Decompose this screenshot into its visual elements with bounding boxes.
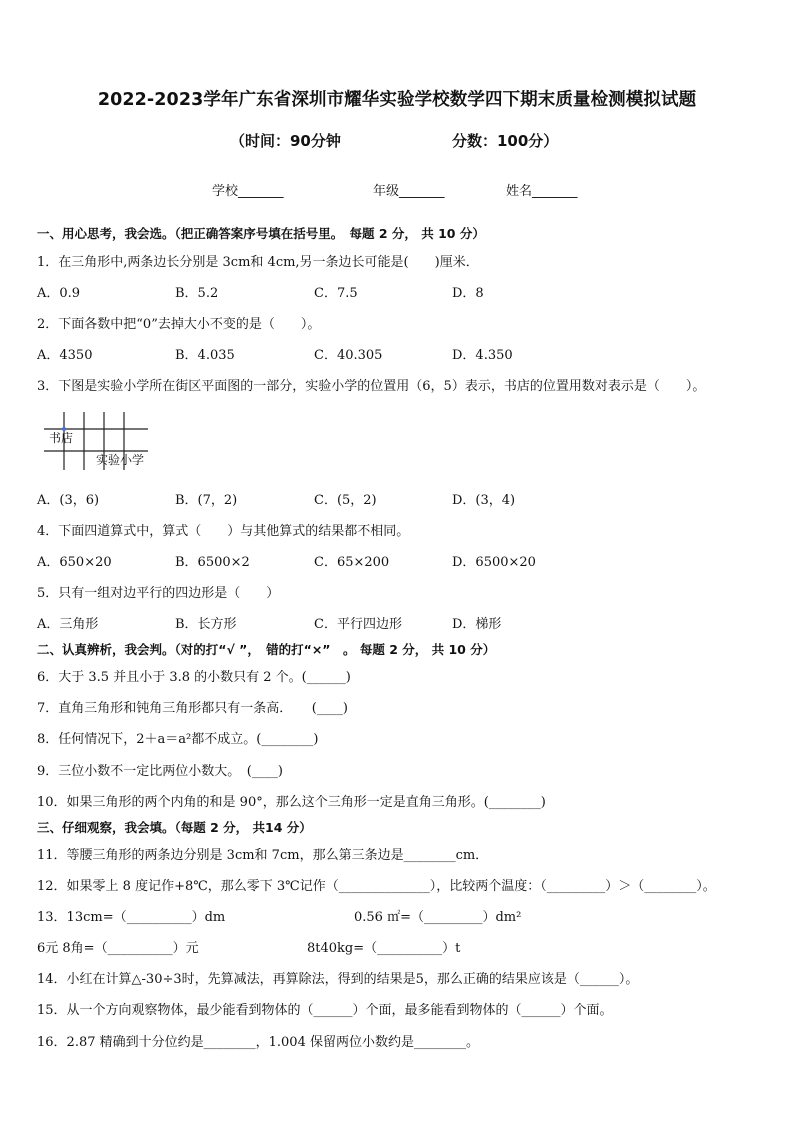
question-13-part-2: 0.56 ㎡=（_________）dm² bbox=[354, 910, 522, 925]
question-9: 9．三位小数不一定比两位小数大。 (____) bbox=[37, 764, 283, 779]
q5-option-a: A．三角形 bbox=[37, 617, 99, 632]
question-3: 3．下图是实验小学所在街区平面图的一部分，实验小学的位置用（6，5）表示，书店的位置用数对表示是（ ）。 bbox=[37, 379, 706, 394]
question-2: 2．下面各数中把“0”去掉大小不变的是（ ）。 bbox=[37, 317, 321, 332]
question-13-part-3: 6元 8角=（__________）元 bbox=[37, 941, 199, 956]
q2-option-d: D．4.350 bbox=[452, 348, 513, 363]
street-map-figure bbox=[40, 408, 170, 474]
q4-option-d: D．6500×20 bbox=[452, 555, 536, 570]
page-title: 2022-2023学年广东省深圳市耀华实验学校数学四下期末质量检测模拟试题 bbox=[97, 90, 697, 110]
question-14: 14．小红在计算△-30÷3时，先算减法，再算除法，得到的结果是5，那么正确的结果应该是（______）。 bbox=[37, 972, 639, 987]
q1-option-b: B．5.2 bbox=[175, 286, 219, 301]
grade-field: 年级_______ bbox=[373, 184, 445, 199]
q3-option-b: B．(7，2) bbox=[175, 493, 238, 508]
section-1-heading: 一、用心思考，我会选。（把正确答案序号填在括号里。 每题 2 分， 共 10 分） bbox=[37, 226, 485, 241]
school-field: 学校_______ bbox=[212, 184, 284, 199]
q2-option-a: A．4350 bbox=[37, 348, 93, 363]
section-2-heading: 二、认真辨析，我会判。（对的打“√ ”， 错的打“×” 。 每题 2 分， 共 10 分） bbox=[37, 642, 496, 657]
map-label-store: 书店 bbox=[49, 431, 74, 445]
score-label: 分数：100分） bbox=[452, 132, 559, 150]
q5-option-d: D．梯形 bbox=[452, 617, 502, 632]
question-10: 10．如果三角形的两个内角的和是 90°，那么这个三角形一定是直角三角形。(________) bbox=[37, 795, 546, 810]
q5-option-c: C．平行四边形 bbox=[314, 617, 402, 632]
q1-option-a: A．0.9 bbox=[37, 286, 81, 301]
q1-option-d: D．8 bbox=[452, 286, 484, 301]
q4-option-a: A．650×20 bbox=[37, 555, 112, 570]
q2-option-c: C．40.305 bbox=[314, 348, 383, 363]
question-16: 16．2.87 精确到十分位约是________，1.004 保留两位小数约是________。 bbox=[37, 1035, 479, 1050]
time-label: （时间：90分钟 bbox=[230, 132, 341, 150]
q5-option-b: B．长方形 bbox=[175, 617, 237, 632]
question-4: 4．下面四道算式中，算式（ ）与其他算式的结果都不相同。 bbox=[37, 524, 410, 539]
question-12: 12．如果零上 8 度记作+8℃，那么零下 3℃记作（______________），比较两个温度：（_________）＞（________）。 bbox=[37, 879, 716, 894]
question-13-part-4: 8t40kg=（__________）t bbox=[307, 941, 461, 956]
q1-option-c: C．7.5 bbox=[314, 286, 358, 301]
q3-option-c: C．(5，2) bbox=[314, 493, 377, 508]
map-label-school: 实验小学 bbox=[96, 453, 145, 467]
question-5: 5．只有一组对边平行的四边形是（ ） bbox=[37, 586, 280, 601]
q3-option-d: D．(3，4) bbox=[452, 493, 516, 508]
section-3-heading: 三、仔细观察，我会填。（每题 2 分， 共14 分） bbox=[37, 820, 312, 835]
question-6: 6．大于 3.5 并且小于 3.8 的小数只有 2 个。(______) bbox=[37, 670, 351, 685]
q4-option-b: B．6500×2 bbox=[175, 555, 250, 570]
q4-option-c: C．65×200 bbox=[314, 555, 390, 570]
q2-option-b: B．4.035 bbox=[175, 348, 235, 363]
question-8: 8．任何情况下，2＋a＝a²都不成立。(________) bbox=[37, 732, 319, 747]
question-11: 11．等腰三角形的两条边分别是 3cm和 7cm，那么第三条边是________cm． bbox=[37, 848, 489, 863]
question-13-part-1: 13．13cm=（__________）dm bbox=[37, 910, 226, 925]
q3-option-a: A．(3，6) bbox=[37, 493, 100, 508]
question-15: 15．从一个方向观察物体，最少能看到物体的（______）个面，最多能看到物体的（______）个面。 bbox=[37, 1003, 613, 1018]
question-1: 1．在三角形中,两条边长分别是 3cm和 4cm,另一条边长可能是( )厘米． bbox=[37, 255, 479, 270]
question-7: 7．直角三角形和钝角三角形都只有一条高． (____) bbox=[37, 701, 348, 716]
name-field: 姓名_______ bbox=[506, 184, 578, 199]
